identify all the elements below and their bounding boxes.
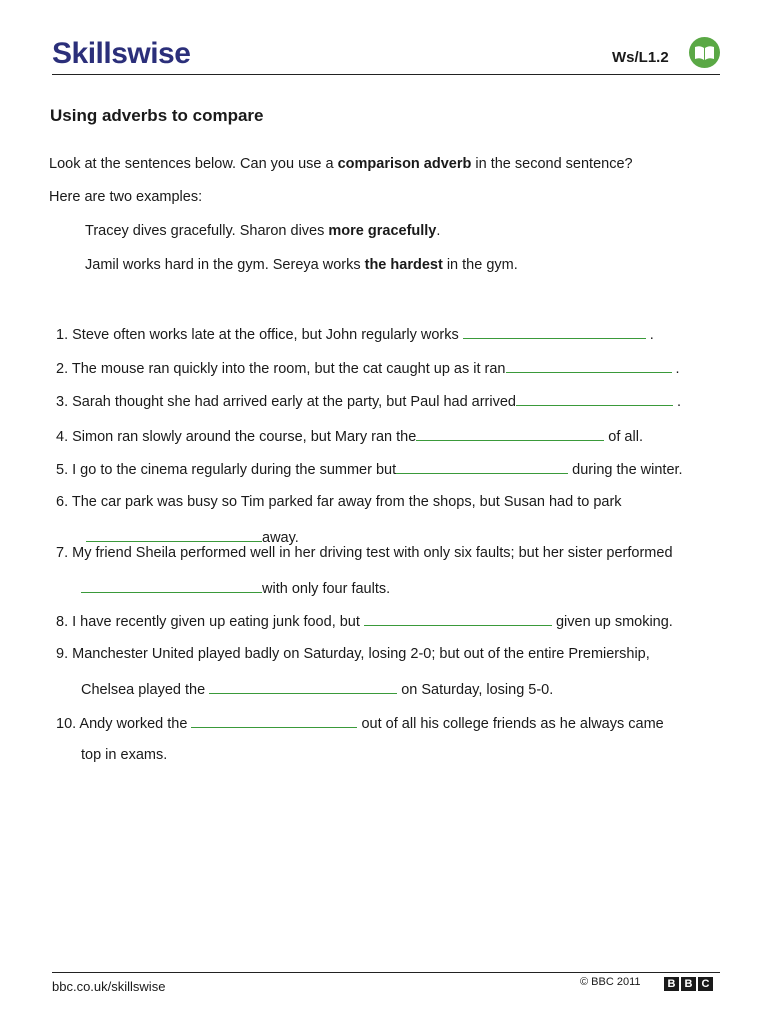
question-3: 3. Sarah thought she had arrived early at the party, but Paul had arrived . — [56, 391, 681, 411]
question-2: 2. The mouse ran quickly into the room, but the cat caught up as it ran . — [56, 358, 680, 378]
answer-blank-1[interactable] — [463, 324, 646, 339]
instruction: Look at the sentences below. Can you use a comparison adverb in the second sentence? — [49, 156, 633, 172]
answer-blank-2[interactable] — [506, 358, 672, 373]
bbc-logo — [664, 977, 713, 991]
copyright: © BBC 2011 — [580, 976, 641, 988]
examples-label: Here are two examples: — [49, 189, 203, 205]
book-icon — [689, 37, 720, 68]
question-7: 7. My friend Sheila performed well in her driving test with only six faults; but her sister performed — [56, 545, 673, 561]
answer-blank-8[interactable] — [364, 611, 552, 626]
answer-blank-6[interactable] — [86, 527, 262, 542]
bbc-letter: B — [664, 977, 679, 991]
question-10-continued: top in exams. — [81, 747, 168, 763]
answer-blank-3[interactable] — [516, 391, 673, 406]
bbc-letter: C — [698, 977, 713, 991]
header-divider — [52, 74, 720, 75]
example-1: Tracey dives gracefully. Sharon dives more gracefully. — [85, 223, 441, 239]
question-1: 1. Steve often works late at the office, but John regularly works . — [56, 324, 654, 344]
answer-blank-7[interactable] — [81, 578, 262, 593]
question-4: 4. Simon ran slowly around the course, but Mary ran the of all. — [56, 426, 643, 446]
example-2: Jamil works hard in the gym. Sereya works the hardest in the gym. — [85, 257, 518, 273]
question-7-continued: with only four faults. — [81, 578, 390, 598]
question-9: 9. Manchester United played badly on Saturday, losing 2-0; but out of the entire Premiership, — [56, 646, 650, 662]
answer-blank-4[interactable] — [416, 426, 604, 441]
answer-blank-10[interactable] — [191, 713, 357, 728]
question-10: 10. Andy worked the out of all his college friends as he always came — [56, 713, 664, 733]
question-6-continued: away. — [86, 527, 299, 547]
answer-blank-9[interactable] — [209, 679, 397, 694]
skillswise-logo — [52, 38, 190, 70]
question-8: 8. I have recently given up eating junk food, but given up smoking. — [56, 611, 673, 631]
bbc-letter: B — [681, 977, 696, 991]
footer-url[interactable]: bbc.co.uk/skillswise — [52, 979, 166, 994]
answer-blank-5[interactable] — [396, 459, 568, 474]
page-title: Using adverbs to compare — [50, 106, 264, 125]
question-5: 5. I go to the cinema regularly during the summer but during the winter. — [56, 459, 683, 479]
level-code: Ws/L1.2 — [612, 49, 669, 66]
footer-divider — [52, 972, 720, 973]
question-6: 6. The car park was busy so Tim parked far away from the shops, but Susan had to park — [56, 494, 622, 510]
logo-text: Skillswise — [52, 37, 191, 70]
question-9-continued: Chelsea played the on Saturday, losing 5-0. — [81, 679, 553, 699]
